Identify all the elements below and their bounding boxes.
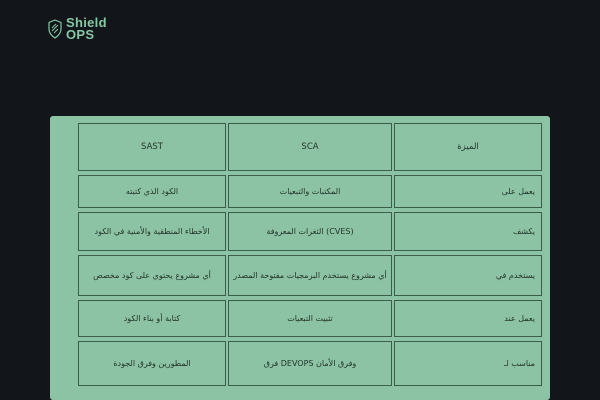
header-feature: الميزة (394, 123, 542, 171)
cell-sast: الكود الذي كتبته (78, 175, 226, 208)
cell-feature (394, 255, 542, 296)
brand-line-2: OPS (66, 27, 95, 42)
cell-feature (394, 300, 542, 337)
brand-logo[interactable] (48, 17, 107, 41)
cell-feature (394, 341, 542, 386)
cell-feature (394, 212, 542, 251)
cell-sca: تثبيت التبعيات (228, 300, 392, 337)
header-sca: SCA (228, 123, 392, 171)
feature-label: مناسب لـ (503, 359, 535, 368)
cell-sast: المطورين وفرق الجودة (78, 341, 226, 386)
cell-sca: فرق DEVOPS وفرق الأمان (228, 341, 392, 386)
brand-name (66, 17, 107, 41)
cell-sast: كتابة أو بناء الكود (78, 300, 226, 337)
feature-label: يستخدم في (495, 271, 535, 280)
brand-line-1: Shield (66, 15, 107, 30)
cell-sast: الأخطاء المنطقية والأمنية في الكود (78, 212, 226, 251)
cell-sca: المكتبات والتبعيات (228, 175, 392, 208)
cell-sca: أي مشروع يستخدم البرمجيات مفتوحة المصدر (228, 255, 392, 296)
feature-label: يكشف (512, 227, 535, 236)
cell-sca: الثغرات المعروفة (CVES) (228, 212, 392, 251)
header-sast: SAST (78, 123, 226, 171)
shield-icon (48, 19, 62, 39)
cell-sast: أي مشروع يحتوي على كود مخصص (78, 255, 226, 296)
cell-feature (394, 175, 542, 208)
feature-label: يعمل على (501, 187, 535, 196)
comparison-table (78, 123, 542, 386)
feature-label: يعمل عند (504, 314, 535, 323)
comparison-panel (50, 116, 550, 400)
